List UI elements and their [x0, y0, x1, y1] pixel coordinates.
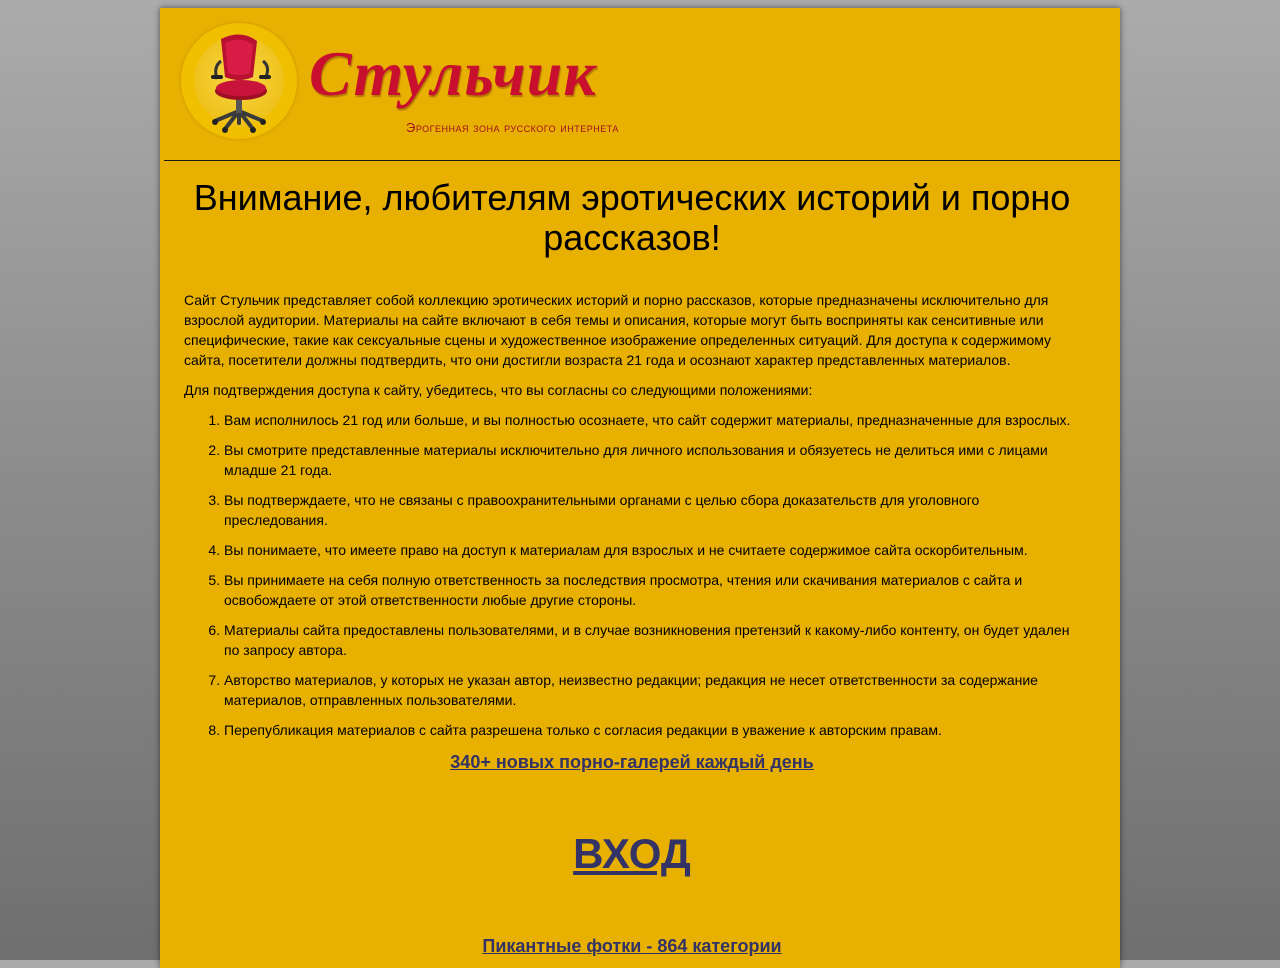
term-item: 6. Материалы сайта предоставлены пользователями, и в случае возникновения претензий к какому-либо контенту, он будет удален по запросу автора.	[224, 620, 1080, 660]
terms-list	[184, 410, 1080, 740]
header-divider	[164, 160, 1120, 161]
term-item: 7. Авторство материалов, у которых не указан автор, неизвестно редакции; редакция не несет ответственности за содержание материалов, отправленных пользователями.	[224, 670, 1080, 710]
enter-button[interactable]: ВХОД	[573, 830, 691, 877]
main-content	[184, 178, 1080, 958]
intro-paragraph: Сайт Стульчик представляет собой коллекцию эротических историй и порно рассказов, которые предназначены исключительно для взрослой аудитории. Материалы на сайте включают в себя темы и описания, которые могут быть восприняты как сенситивные или специфические, такие как сексуальные сцены и художественное изображение определенных ситуаций. Для доступа к содержимому сайта, посетители должны подтвердить, что они достигли возраста 21 года и осознают характер представленных материалов.	[184, 292, 1052, 368]
page-title: Внимание, любителям эротических историй и порно рассказов!	[193, 177, 1071, 258]
enter-link-row	[184, 830, 1080, 878]
photos-link-row	[184, 934, 1080, 958]
term-item: 4. Вы понимаете, что имеете право на доступ к материалам для взрослых и не считаете содержимое сайта оскорбительным.	[224, 540, 1080, 560]
terms-lead: Для подтверждения доступа к сайту, убедитесь, что вы согласны со следующими положениями:	[184, 382, 813, 398]
site-slogan: Эрогенная зона русского интернета	[406, 120, 619, 135]
galleries-link[interactable]: 340+ новых порно-галерей каждый день	[450, 752, 814, 772]
term-item: 2. Вы смотрите представленные материалы исключительно для личного использования и обязуетесь не делиться ими с лицами младше 21 года.	[224, 440, 1080, 480]
site-header	[160, 8, 1120, 161]
galleries-link-row	[184, 750, 1080, 774]
term-item: 8. Перепубликация материалов с сайта разрешена только с согласия редакции в уважение к авторским правам.	[224, 720, 1080, 740]
term-item: 3. Вы подтверждаете, что не связаны с правоохранительными органами с целью сбора доказательств для уголовного преследования.	[224, 490, 1080, 530]
page-container	[160, 8, 1120, 968]
site-title: Стульчик	[309, 38, 597, 109]
site-logo[interactable]	[181, 23, 297, 139]
term-item: 1. Вам исполнилось 21 год или больше, и вы полностью осознаете, что сайт содержит материалы, предназначенные для взрослых.	[224, 410, 1080, 430]
photos-link[interactable]: Пикантные фотки - 864 категории	[482, 936, 782, 956]
term-item: 5. Вы принимаете на себя полную ответственность за последствия просмотра, чтения или скачивания материалов с сайта и освобождаете от этой ответственности любые другие стороны.	[224, 570, 1080, 610]
chair-icon	[181, 23, 297, 139]
